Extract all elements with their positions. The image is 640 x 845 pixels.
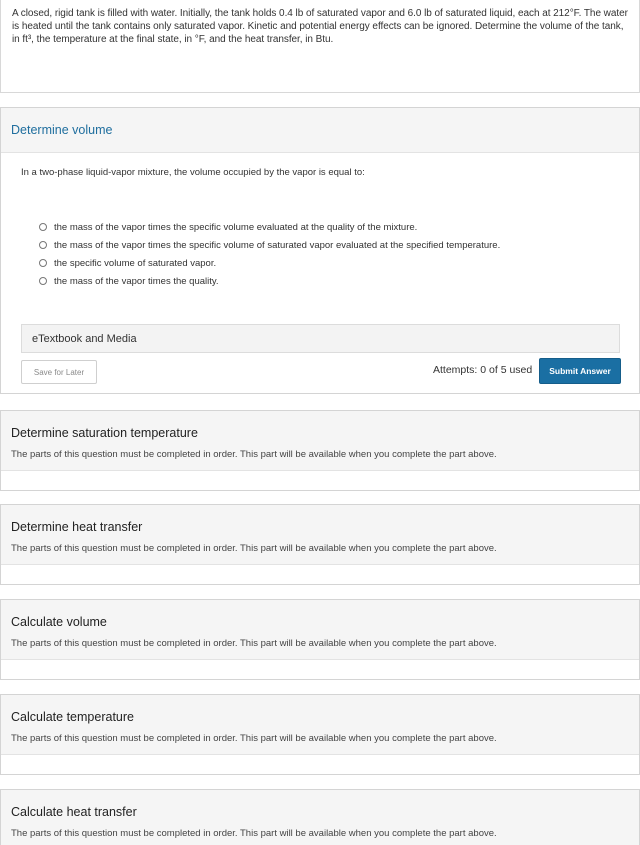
answer-option[interactable] <box>21 272 619 290</box>
radio-button[interactable] <box>39 241 47 249</box>
part-title: Calculate heat transfer <box>11 805 137 819</box>
radio-button[interactable] <box>39 277 47 285</box>
part-title: Determine heat transfer <box>11 520 143 534</box>
part-calculate-volume <box>0 599 640 680</box>
locked-note: The parts of this question must be completed in order. This part will be available when you complete the part above. <box>11 828 497 839</box>
option-label: the mass of the vapor times the specific volume evaluated at the quality of the mixture. <box>54 221 418 233</box>
save-for-later-button[interactable]: Save for Later <box>21 360 97 384</box>
part-calculate-temperature <box>0 694 640 775</box>
part-title: Calculate temperature <box>11 710 134 724</box>
radio-button[interactable] <box>39 259 47 267</box>
answer-options <box>21 218 619 290</box>
attempts-counter: Attempts: 0 of 5 used <box>433 364 533 376</box>
answer-option[interactable] <box>21 254 619 272</box>
radio-button[interactable] <box>39 223 47 231</box>
part-header <box>1 505 639 565</box>
part-determine-volume <box>0 107 640 394</box>
problem-statement <box>0 0 640 93</box>
locked-note: The parts of this question must be completed in order. This part will be available when you complete the part above. <box>11 543 497 554</box>
option-label: the mass of the vapor times the specific volume of saturated vapor evaluated at the specified temperature. <box>54 239 501 251</box>
problem-text: A closed, rigid tank is filled with water. Initially, the tank holds 0.4 lb of saturated vapor and 6.0 lb of saturated liquid, each at 212°F. The water is heated until the tank contains only saturated vapor. Kinetic and potential energy effects can be ignored. Determine the volume of the tank, in ft³, the temperature at the final state, in °F, and the heat transfer, in Btu. <box>12 8 628 45</box>
locked-note: The parts of this question must be completed in order. This part will be available when you complete the part above. <box>11 638 497 649</box>
part-calculate-heat-transfer <box>0 789 640 845</box>
locked-note: The parts of this question must be completed in order. This part will be available when you complete the part above. <box>11 733 497 744</box>
part-body <box>1 153 639 290</box>
etextbook-media-link[interactable]: eTextbook and Media <box>21 324 620 353</box>
part-determine-heat-transfer <box>0 504 640 585</box>
part-header[interactable] <box>1 108 639 153</box>
part-title: Calculate volume <box>11 615 107 629</box>
part-header <box>1 411 639 471</box>
part-header <box>1 600 639 660</box>
option-label: the specific volume of saturated vapor. <box>54 257 217 269</box>
part-header <box>1 790 639 845</box>
part-title: Determine saturation temperature <box>11 426 198 440</box>
part-title: Determine volume <box>11 123 113 137</box>
part-determine-saturation-temperature <box>0 410 640 491</box>
locked-note: The parts of this question must be completed in order. This part will be available when you complete the part above. <box>11 449 497 460</box>
answer-option[interactable] <box>21 218 619 236</box>
part-header <box>1 695 639 755</box>
submit-answer-button[interactable]: Submit Answer <box>539 358 621 384</box>
option-label: the mass of the vapor times the quality. <box>54 275 219 287</box>
question-prompt: In a two-phase liquid-vapor mixture, the volume occupied by the vapor is equal to: <box>21 167 365 178</box>
answer-option[interactable] <box>21 236 619 254</box>
